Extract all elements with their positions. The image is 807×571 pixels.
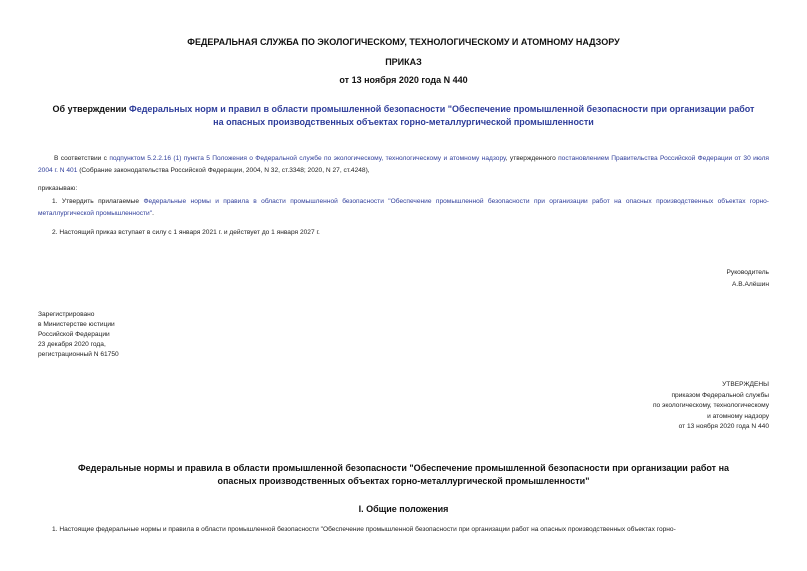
approved-line: и атомному надзору	[707, 412, 769, 420]
section-item-1: 1. Настоящие федеральные нормы и правила в области промышленной безопасности "Обеспечение промышленной безопасности при организации работ на опасных производственных объектах горно-	[52, 526, 676, 533]
regulation-link[interactable]: подпунктом 5.2.2.16 (1) пункта 5 Положения о Федеральной службе по экологическому, технологическому и атомному надзору	[109, 155, 506, 162]
doc-type: ПРИКАЗ	[385, 57, 422, 67]
attached-norms-link[interactable]: Федеральные нормы и правила в области промышленной безопасности "Обеспечение промышленной безопасности при организации работ на опасных производственных объектах горно-металлургической промышленности"	[38, 198, 769, 217]
preamble-text: (Собрание законодательства Российской Федерации, 2004, N 32, ст.3348; 2020, N 27, ст.4248),	[77, 167, 370, 174]
registration-line: Зарегистрировано	[38, 311, 95, 318]
item-text: .	[152, 210, 154, 217]
registration-line: регистрационный N 61750	[38, 351, 119, 358]
order-item-1	[38, 196, 769, 220]
signature-block	[727, 267, 769, 291]
order-item-2: 2. Настоящий приказ вступает в силу с 1 января 2021 г. и действует до 1 января 2027 г.	[52, 229, 320, 236]
government-decree-link[interactable]: постановлением Правительства Российской Федерации от 30 июля 2004 г. N 401	[38, 155, 769, 174]
registration-line: Российской Федерации	[38, 331, 110, 338]
doc-date: от 13 ноября 2020 года N 440	[339, 75, 468, 85]
order-heading	[50, 103, 757, 129]
approved-block	[653, 380, 769, 433]
order-word: приказываю:	[38, 185, 78, 192]
item-text: 1. Утвердить прилагаемые	[52, 198, 144, 205]
signature-name: А.В.Алёшин	[732, 281, 769, 288]
approved-line: УТВЕРЖДЕНЫ	[722, 381, 769, 388]
norms-link[interactable]: Федеральных норм и правил в области промышленной безопасности "Обеспечение промышленной безопасности при организации работ на опасных производственных объектах горно-металлургической промышленности	[129, 104, 755, 127]
preamble-text: , утвержденного	[505, 155, 559, 162]
agency-title: ФЕДЕРАЛЬНАЯ СЛУЖБА ПО ЭКОЛОГИЧЕСКОМУ, ТЕХНОЛОГИЧЕСКОМУ И АТОМНОМУ НАДЗОРУ	[187, 37, 620, 47]
registration-line: 23 декабря 2020 года,	[38, 341, 106, 348]
section-title: I. Общие положения	[358, 504, 449, 514]
preamble	[38, 153, 769, 177]
norms-title: Федеральные нормы и правила в области промышленной безопасности "Обеспечение промышленной безопасности при организации работ на опасных производственных объектах горно-металлургической промышленности"	[77, 463, 730, 486]
preamble-text: В соответствии с	[54, 155, 110, 162]
heading-prefix: Об утверждении	[52, 104, 130, 114]
registration-line: в Министерстве юстиции	[38, 321, 115, 328]
registration-block	[38, 310, 119, 360]
signature-title: Руководитель	[726, 269, 769, 276]
approved-line: приказом Федеральной службы	[671, 391, 769, 399]
approved-line: по экологическому, технологическому	[652, 402, 769, 409]
approved-line: от 13 ноября 2020 года N 440	[678, 423, 769, 430]
